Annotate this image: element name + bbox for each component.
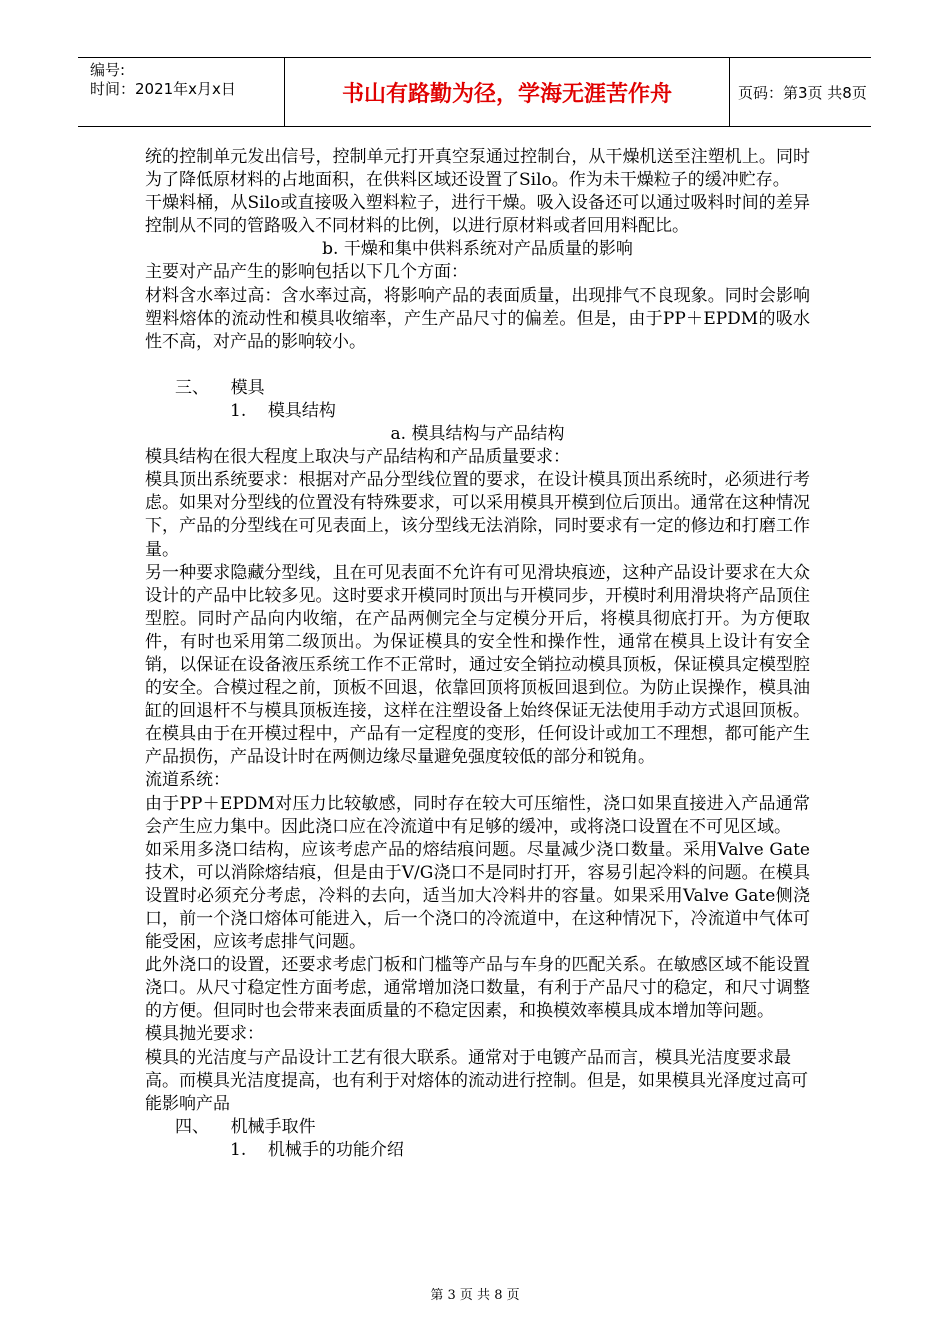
page-footer: 第 3 页 共 8 页 (430, 1288, 520, 1303)
document-time-label: 时间：2021年x月x日 (90, 80, 236, 98)
subsection-heading-1: 1. 机械手的功能介绍 (230, 1139, 404, 1160)
subheading-b: b. 干燥和集中供料系统对产品质量的影响 (322, 239, 633, 260)
subheading-a: a. 模具结构与产品结构 (390, 424, 565, 445)
paragraph: 模具结构在很大程度上取决与产品结构和产品质量要求： (145, 447, 570, 468)
spacer (145, 354, 810, 377)
paragraph: 模具的光洁度与产品设计工艺有很大联系。通常对于电镀产品而言，模具光洁度要求最高。而模具光洁度提高，也有利于对熔体的流动进行控制。但是，如果模具光泽度过高可能影响产品 (145, 1047, 808, 1114)
subsection-heading-1: 1. 模具结构 (230, 400, 336, 421)
section-heading-4: 四、 机械手取件 (175, 1116, 316, 1137)
page-header (78, 57, 871, 127)
paragraph: 统的控制单元发出信号，控制单元打开真空泵通过控制台，从干燥机送至注塑机上。同时为了降低原材料的占地面积，在供料区域还设置了Silo。作为未干燥粒子的缓冲贮存。 (145, 147, 810, 191)
document-body (145, 146, 810, 1162)
paragraph: 流道系统： (145, 770, 230, 791)
paragraph: 模具抛光要求： (145, 1024, 264, 1045)
paragraph: 主要对产品产生的影响包括以下几个方面： (145, 262, 468, 283)
paragraph: 干燥料桶，从Silo或直接吸入塑料粒子，进行干燥。吸入设备还可以通过吸料时间的差异控制从不同的管路吸入不同材料的比例，以进行原材料或者回用料配比。 (145, 193, 810, 237)
document-number-label: 编号: (90, 61, 126, 79)
header-motto: 书山有路勤为径，学海无涯苦作舟 (285, 58, 730, 126)
header-meta-cell (78, 58, 285, 126)
paragraph: 由于PP＋EPDM对压力比较敏感，同时存在较大可压缩性，浇口如果直接进入产品通常会产生应力集中。因此浇口应在冷流道中有足够的缓冲，或将浇口设置在不可见区域。 (145, 793, 810, 837)
section-heading-3: 三、 模具 (175, 377, 265, 398)
paragraph: 模具顶出系统要求：根据对产品分型线位置的要求，在设计模具顶出系统时，必须进行考虑。如果对分型线的位置没有特殊要求，可以采用模具开模到位后顶出。通常在这种情况下，产品的分型线在可见表面上，该分型线无法消除，同时要求有一定的修边和打磨工作量。 (145, 470, 810, 560)
paragraph: 如采用多浇口结构，应该考虑产品的熔结痕问题。尽量减少浇口数量。采用Valve Gate技术，可以消除熔结痕，但是由于V/G浇口不是同时打开，容易引起冷料的问题。在模具设置时必须充分考虑，冷料的去向，适当加大冷料井的容量。如果采用Valve Gate侧浇口，前一个浇口熔体可能进入，后一个浇口的冷流道中，在这种情况下，冷流道中气体可能受困，应该考虑排气问题。 (145, 839, 810, 953)
header-page-info: 页码：第3页 共8页 (738, 83, 867, 102)
paragraph: 另一种要求隐藏分型线，且在可见表面不允许有可见滑块痕迹，这种产品设计要求在大众设计的产品中比较多见。这时要求开模同时顶出与开模同步，开模时利用滑块将产品顶住型腔。同时产品向内收缩，在产品两侧完全与定模分开后，将模具彻底打开。为方便取件，有时也采用第二级顶出。为保证模具的安全性和操作性，通常在模具上设计有安全销，以保证在设备液压系统工作不正常时，通过安全销拉动模具顶板，保证模具定模型腔的安全。合模过程之前，顶板不回退，依靠回顶将顶板回退到位。为防止误操作，模具油缸的回退杆不与模具顶板连接，这样在注塑设备上始终保证无法使用手动方式退回顶板。在模具由于在开模过程中，产品有一定程度的变形，任何设计或加工不理想，都可能产生产品损伤，产品设计时在两侧边缘尽量避免强度较低的部分和锐角。 (145, 562, 810, 768)
paragraph: 材料含水率过高：含水率过高，将影响产品的表面质量，出现排气不良现象。同时会影响塑料熔体的流动性和模具收缩率，产生产品尺寸的偏差。但是，由于PP＋EPDM的吸水性不高，对产品的影响较小。 (145, 285, 810, 352)
paragraph: 此外浇口的设置，还要求考虑门板和门槛等产品与车身的匹配关系。在敏感区域不能设置浇口。从尺寸稳定性方面考虑，通常增加浇口数量，有利于产品尺寸的稳定，和尺寸调整的方便。但同时也会带来表面质量的不稳定因素，和换模效率模具成本增加等问题。 (145, 955, 810, 1022)
